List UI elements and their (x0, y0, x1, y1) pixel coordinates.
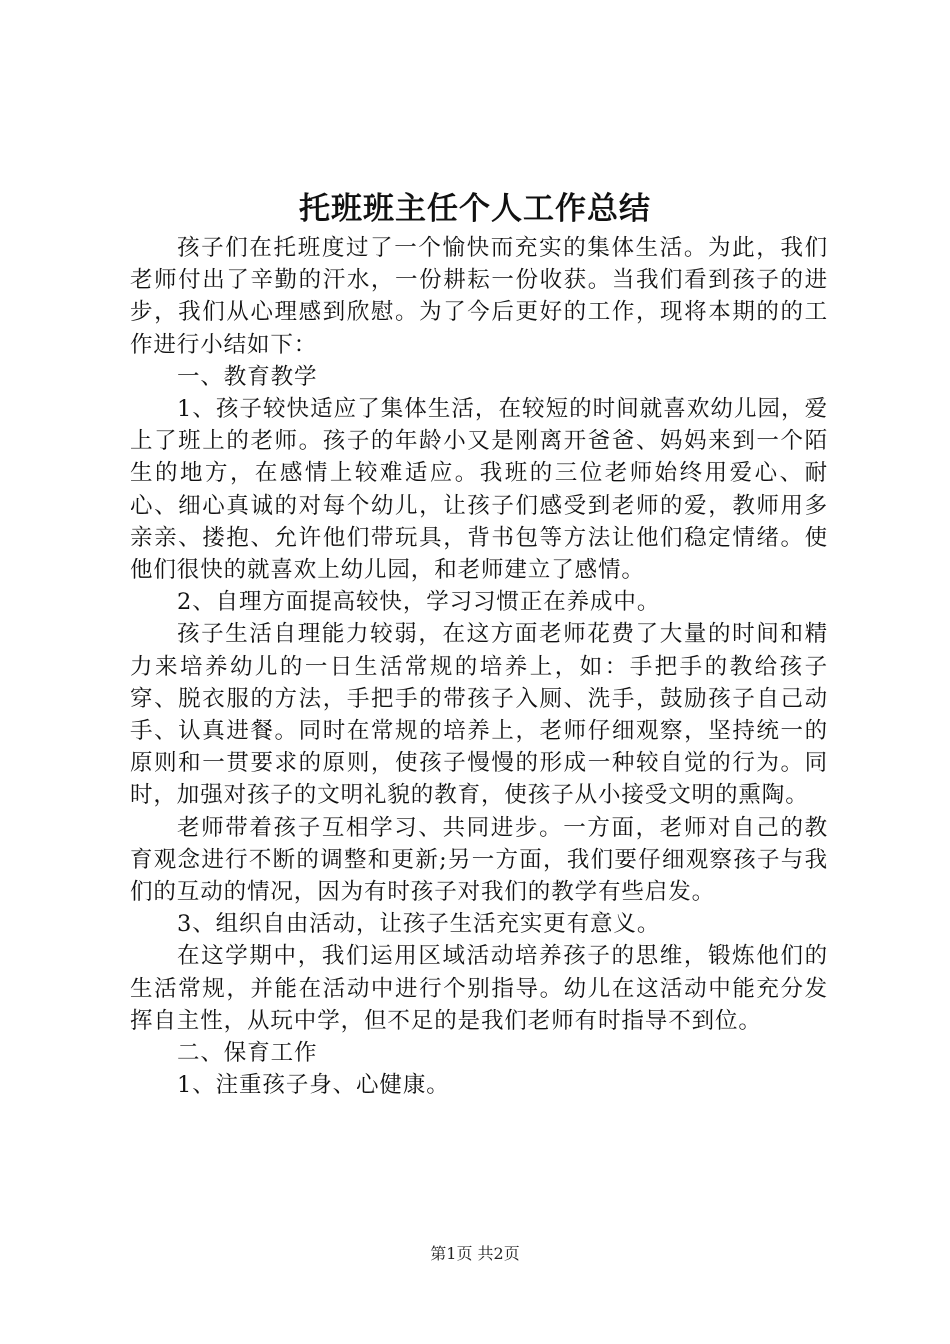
subheading-free-activities: 3、组织自由活动，让孩子生活充实更有意义。 (177, 911, 661, 938)
subheading-health: 1、注重孩子身、心健康。 (177, 1072, 450, 1099)
document-body (130, 232, 828, 1101)
paragraph-self-care: 孩子生活自理能力较弱，在这方面老师花费了大量的时间和精力来培养幼儿的一日生活常规的培养上，如：手把手的教给孩子穿、脱衣服的方法，手把手的带孩子入厕、洗手，鼓励孩子自己动手、认真进餐。同时在常规的培养上，老师仔细观察，坚持统一的原则和一贯要求的原则，使孩子慢慢的形成一种较自觉的行为。同时，加强对孩子的文明礼貌的教育，使孩子从小接受文明的熏陶。 (130, 621, 828, 809)
page-footer: 第1页 共2页 (430, 1244, 520, 1263)
paragraph-free-activities: 在这学期中，我们运用区域活动培养孩子的思维，锻炼他们的生活常规，并能在活动中进行个别指导。幼儿在这活动中能充分发挥自主性，从玩中学，但不足的是我们老师有时指导不到位。 (130, 943, 828, 1034)
document-title: 托班班主任个人工作总结 (299, 191, 651, 227)
paragraph-mutual-learning: 老师带着孩子互相学习、共同进步。一方面，老师对自己的教育观念进行不断的调整和更新;另一方面，我们要仔细观察孩子与我们的互动的情况，因为有时孩子对我们的教学有些启发。 (130, 814, 828, 906)
section-heading-teaching: 一、教育教学 (177, 363, 318, 390)
section-heading-care-work: 二、保育工作 (177, 1040, 318, 1067)
paragraph-adaptation: 1、孩子较快适应了集体生活，在较短的时间就喜欢幼儿园，爱上了班上的老师。孩子的年龄小又是刚离开爸爸、妈妈来到一个陌生的地方，在感情上较难适应。我班的三位老师始终用爱心、耐心、细心真诚的对每个幼儿，让孩子们感受到老师的爱，教师用多亲亲、搂抱、允许他们带玩具，背书包等方法让他们稳定情绪。使他们很快的就喜欢上幼儿园，和老师建立了感情。 (130, 396, 828, 584)
paragraph-intro: 孩子们在托班度过了一个愉快而充实的集体生活。为此，我们老师付出了辛勤的汗水，一份耕耘一份收获。当我们看到孩子的进步，我们从心理感到欣慰。为了今后更好的工作，现将本期的的工作进行小结如下： (130, 235, 828, 358)
subheading-self-care: 2、自理方面提高较快，学习习惯正在养成中。 (177, 589, 661, 616)
